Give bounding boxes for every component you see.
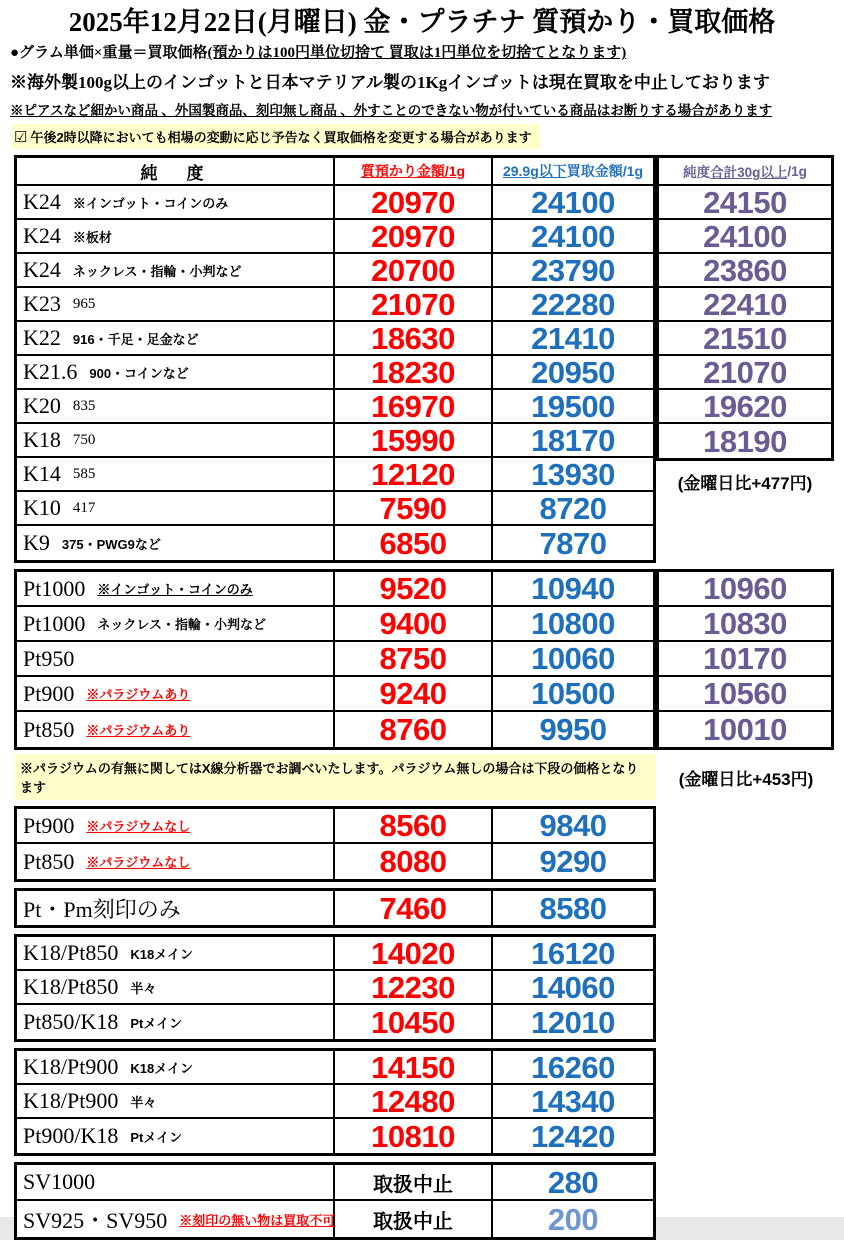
pawn-price: 6850 (379, 525, 447, 561)
buy-cell (493, 1165, 653, 1199)
formula-note-prefix: ●グラム単価×重量＝買取価格 (10, 45, 208, 62)
pawn-price: 20700 (371, 252, 455, 288)
buy-price-under30: 10800 (531, 606, 615, 642)
sv-table (14, 1162, 836, 1240)
pawn-price: 18630 (371, 320, 455, 356)
table-row (17, 809, 653, 844)
purity-cell (17, 458, 335, 490)
buy-price-under30: 24100 (531, 218, 615, 254)
gold-table (14, 155, 836, 563)
over30-cell (659, 424, 831, 458)
buy-cell (493, 458, 653, 490)
buy-price-under30: 9840 (539, 808, 607, 844)
purity-sub-label: 900・コインなど (89, 365, 189, 381)
buy-price-over30: 18190 (703, 423, 787, 459)
pawn-price: 7460 (379, 890, 447, 926)
pawn-cell (335, 971, 493, 1003)
buy-cell (493, 844, 653, 879)
purity-sub-label: ネックレス・指輪・小判など (97, 617, 266, 633)
pawn-cell (335, 1201, 493, 1237)
pawn-cell (335, 891, 493, 925)
buy-cell (493, 1201, 653, 1237)
buy-price-under30: 13930 (531, 456, 615, 492)
pawn-price: 8760 (379, 712, 447, 748)
buy-cell (493, 809, 653, 842)
purity-cell (17, 1201, 335, 1237)
table-row (17, 186, 653, 220)
pawn-cell (335, 390, 493, 422)
purity-cell (17, 492, 335, 524)
purity-label: K9 (23, 530, 50, 556)
buy-cell (493, 1005, 653, 1039)
buy-price-under30: 22280 (531, 286, 615, 322)
ptpm-table (14, 888, 836, 928)
k18pt850-table (14, 934, 836, 1042)
buy-price-under30: 21410 (531, 320, 615, 356)
pawn-cell (335, 1119, 493, 1153)
palladium-check-note: ※パラジウムの有無に関してはX線分析器でお調べいたします。パラジウム無しの場合は下段の価格となります (14, 754, 656, 800)
purity-label: K23 (23, 291, 61, 317)
refusal-note: ※ピアスなど細かい商品 、外国製商品、刻印無し商品 、外すことのできない物が付いている商品はお断りする場合があります (10, 103, 773, 119)
purity-label: K24 (23, 223, 61, 249)
table-row (17, 572, 653, 607)
buy-cell (493, 642, 653, 675)
purity-label: K20 (23, 393, 61, 419)
purity-sub-label: ※パラジウムなし (86, 855, 191, 871)
pawn-cell (335, 1051, 493, 1083)
pawn-cell (335, 526, 493, 560)
pawn-price: 8560 (379, 808, 447, 844)
buy-price-under30: 24100 (531, 184, 615, 220)
buy-price-under30: 12420 (531, 1118, 615, 1154)
pawn-cell (335, 1085, 493, 1117)
purity-sub-label: ※インゴット・コインのみ (72, 195, 229, 211)
purity-sub-label: ネックレス・指輪・小判など (72, 263, 242, 279)
purity-cell (17, 809, 335, 842)
purity-sub-label: Ptメイン (130, 1015, 183, 1031)
purity-cell (17, 971, 335, 1003)
gold-friday-diff-note: (金曜日比+477円) (677, 474, 813, 494)
table-row (17, 424, 653, 458)
pawn-cell (335, 288, 493, 320)
purity-sub-label: 585 (72, 465, 96, 482)
over30-cell (659, 356, 831, 390)
buy-price-under30: 19500 (531, 388, 615, 424)
suspend-label: 取扱中止 (373, 1210, 453, 1233)
purity-label: K18/Pt900 (23, 1088, 119, 1114)
over30-cell (659, 220, 831, 254)
pt-friday-diff-note: (金曜日比+453円) (678, 769, 814, 789)
over30-cell (659, 607, 831, 642)
pawn-cell (335, 424, 493, 456)
buy-price-under30: 20950 (531, 354, 615, 390)
pawn-cell (335, 322, 493, 354)
buy-cell (493, 712, 653, 747)
table-row (17, 356, 653, 390)
price-change-note (12, 124, 540, 149)
buy-price-over30: 10560 (703, 676, 787, 712)
purity-sub-label: 965 (72, 295, 96, 312)
purity-label: Pt900 (23, 812, 75, 838)
purity-label: Pt950 (23, 645, 75, 671)
purity-sub-label: ※パラジウムあり (86, 723, 191, 739)
price-change-note-text: 午後2時以降においても相場の変動に応じ予告なく買取価格を変更する場合があります (30, 130, 532, 146)
purity-label: Pt1000 (23, 610, 86, 636)
buy-price-under30: 16120 (531, 935, 615, 971)
buy-price-under30: 10500 (531, 676, 615, 712)
purity-label: K24 (23, 257, 61, 283)
table-row (17, 1005, 653, 1039)
purity-label: K14 (23, 461, 61, 487)
purity-label: K18/Pt900 (23, 1054, 119, 1080)
buy-cell (493, 971, 653, 1003)
table-header-row (17, 158, 653, 186)
over30-cell (659, 642, 831, 677)
purity-cell (17, 642, 335, 675)
purity-cell (17, 572, 335, 605)
buy-price-under30: 18170 (531, 422, 615, 458)
table-row (17, 288, 653, 322)
purity-label: K10 (23, 495, 61, 521)
purity-cell (17, 322, 335, 354)
buy-price-over30: 24150 (703, 184, 787, 220)
purity-sub-label: 半々 (130, 1094, 157, 1110)
formula-note (10, 41, 844, 62)
buy-price-over30: 21070 (703, 354, 787, 390)
buy-price-over30: 23860 (703, 252, 787, 288)
buy-price-over30: 21510 (703, 320, 787, 356)
pawn-cell (335, 809, 493, 842)
purity-sub-label: 916・千足・足金など (72, 331, 199, 347)
pawn-price: 7590 (379, 490, 447, 526)
buy-cell (493, 607, 653, 640)
overseas-ingot-note: ※海外製100g以上のインゴットと日本マテリアル製の1Kgインゴットは現在買取を中止しております (10, 73, 770, 93)
pawn-price: 14150 (371, 1049, 455, 1085)
buy-price-under30: 10060 (531, 641, 615, 677)
pt-nopalladium-table (14, 806, 836, 882)
purity-cell (17, 712, 335, 747)
purity-cell (17, 1085, 335, 1117)
purity-label: K18/Pt850 (23, 940, 119, 966)
column-header-pawn: 質預かり金額/1g (335, 158, 493, 184)
pawn-cell (335, 642, 493, 675)
buy-cell (493, 572, 653, 605)
pawn-price: 12120 (371, 456, 455, 492)
pawn-price: 12480 (371, 1083, 455, 1119)
buy-cell (493, 288, 653, 320)
over30-cell (659, 288, 831, 322)
table-row (17, 844, 653, 879)
column-header-over30: 純度 合計30g以上 /1g (659, 158, 831, 186)
pawn-cell (335, 254, 493, 286)
table-row (17, 712, 653, 747)
buy-cell (493, 891, 653, 925)
over30-cell (659, 677, 831, 712)
purity-sub-label: ※板材 (72, 229, 112, 245)
table-row (17, 971, 653, 1005)
pt-over30-column (656, 569, 834, 750)
pawn-price: 8080 (379, 844, 447, 880)
buy-price-under30: 8580 (539, 890, 607, 926)
pawn-cell (335, 712, 493, 747)
pawn-price: 21070 (371, 286, 455, 322)
buy-cell (493, 220, 653, 252)
purity-label: SV1000 (23, 1169, 96, 1195)
purity-sub-label: ※刻印の無い物は買取不可 (179, 1212, 336, 1228)
buy-cell (493, 1085, 653, 1117)
pawn-price: 10810 (371, 1118, 455, 1154)
purity-cell (17, 891, 335, 925)
table-row (17, 458, 653, 492)
pt-table (14, 569, 836, 750)
pawn-cell (335, 677, 493, 710)
buy-price-under30: 7870 (539, 525, 607, 561)
purity-label: K24 (23, 189, 61, 215)
purity-sub-label: ※パラジウムあり (86, 687, 191, 703)
over30-cell (659, 712, 831, 747)
pawn-price: 9240 (379, 676, 447, 712)
pawn-cell (335, 356, 493, 388)
pawn-price: 12230 (371, 969, 455, 1005)
buy-price-over30: 10830 (703, 606, 787, 642)
table-row (17, 526, 653, 560)
purity-cell (17, 424, 335, 456)
pawn-cell (335, 220, 493, 252)
buy-cell (493, 492, 653, 524)
purity-label: K22 (23, 325, 61, 351)
buy-cell (493, 356, 653, 388)
purity-cell (17, 1165, 335, 1199)
buy-cell (493, 390, 653, 422)
gold-over30-column (656, 155, 834, 461)
pawn-price: 15990 (371, 422, 455, 458)
purity-sub-label: K18メイン (130, 946, 193, 962)
pawn-price: 14020 (371, 935, 455, 971)
buy-cell (493, 1051, 653, 1083)
purity-cell (17, 1005, 335, 1039)
purity-label: K18/Pt850 (23, 974, 119, 1000)
purity-cell (17, 356, 335, 388)
buy-price-under30: 16260 (531, 1049, 615, 1085)
buy-price-over30: 24100 (703, 218, 787, 254)
table-row (17, 220, 653, 254)
purity-label: Pt900/K18 (23, 1123, 119, 1149)
table-row (17, 607, 653, 642)
buy-cell (493, 254, 653, 286)
purity-label: Pt850 (23, 848, 75, 874)
purity-cell (17, 254, 335, 286)
purity-sub-label: 375・PWG9など (61, 536, 161, 552)
table-row (17, 492, 653, 526)
pawn-price: 8750 (379, 641, 447, 677)
buy-cell (493, 424, 653, 456)
buy-price-under30: 14060 (531, 969, 615, 1005)
purity-label: Pt850/K18 (23, 1009, 119, 1035)
pawn-price: 20970 (371, 218, 455, 254)
pawn-price: 20970 (371, 184, 455, 220)
buy-price-under30: 200 (547, 1201, 599, 1237)
buy-cell (493, 677, 653, 710)
buy-cell (493, 322, 653, 354)
purity-sub-label: 半々 (130, 980, 157, 996)
purity-label: Pt850 (23, 716, 75, 742)
buy-price-under30: 9950 (539, 712, 607, 748)
buy-price-under30: 8720 (539, 490, 607, 526)
buy-price-over30: 22410 (703, 286, 787, 322)
pawn-cell (335, 458, 493, 490)
pawn-cell (335, 937, 493, 969)
over30-cell (659, 186, 831, 220)
purity-cell (17, 1051, 335, 1083)
table-row (17, 1201, 653, 1237)
buy-cell (493, 526, 653, 560)
purity-cell (17, 288, 335, 320)
buy-price-under30: 10940 (531, 571, 615, 607)
purity-label: SV925・SV950 (23, 1207, 168, 1233)
table-row (17, 891, 653, 925)
pawn-price: 16970 (371, 388, 455, 424)
buy-price-under30: 12010 (531, 1004, 615, 1040)
table-row (17, 1085, 653, 1119)
purity-cell (17, 186, 335, 218)
table-row (17, 1051, 653, 1085)
purity-label: Pt・Pm刻印のみ (23, 896, 181, 922)
suspend-label: 取扱中止 (373, 1173, 453, 1196)
purity-label: K18 (23, 427, 61, 453)
purity-cell (17, 220, 335, 252)
over30-cell (659, 572, 831, 607)
purity-sub-label: 750 (72, 431, 96, 448)
buy-price-under30: 23790 (531, 252, 615, 288)
pawn-cell (335, 1165, 493, 1199)
pawn-cell (335, 186, 493, 218)
purity-sub-label: Ptメイン (130, 1129, 183, 1145)
buy-cell (493, 186, 653, 218)
table-row (17, 677, 653, 712)
pawn-price: 18230 (371, 354, 455, 390)
purity-label: Pt900 (23, 680, 75, 706)
buy-cell (493, 937, 653, 969)
purity-cell (17, 937, 335, 969)
purity-sub-label: 417 (72, 499, 96, 516)
purity-cell (17, 390, 335, 422)
over30-cell (659, 390, 831, 424)
k18pt900-table (14, 1048, 836, 1156)
table-row (17, 1165, 653, 1201)
pawn-cell (335, 492, 493, 524)
purity-cell (17, 607, 335, 640)
formula-note-underlined: (預かりは100円単位切捨て 買取は1円単位を切捨てとなります) (207, 45, 627, 62)
purity-label: Pt1000 (23, 575, 86, 601)
pawn-cell (335, 572, 493, 605)
table-row (17, 254, 653, 288)
buy-price-over30: 10170 (703, 641, 787, 677)
table-row (17, 937, 653, 971)
pawn-cell (335, 1005, 493, 1039)
purity-sub-label: K18メイン (130, 1060, 193, 1076)
checkbox-icon: ☑ (14, 129, 28, 147)
purity-cell (17, 844, 335, 879)
purity-cell (17, 1119, 335, 1153)
buy-price-under30: 14340 (531, 1083, 615, 1119)
pawn-price: 10450 (371, 1004, 455, 1040)
over30-cell (659, 254, 831, 288)
table-row (17, 390, 653, 424)
pawn-price: 9520 (379, 571, 447, 607)
buy-price-under30: 280 (547, 1164, 599, 1200)
pawn-price: 9400 (379, 606, 447, 642)
column-header-purity: 純 度 (17, 158, 335, 184)
table-row (17, 322, 653, 356)
pawn-cell (335, 844, 493, 879)
purity-label: K21.6 (23, 359, 78, 385)
table-row (17, 1119, 653, 1153)
buy-price-under30: 9290 (539, 844, 607, 880)
buy-cell (493, 1119, 653, 1153)
purity-cell (17, 677, 335, 710)
purity-sub-label: ※インゴット・コインのみ (97, 582, 253, 598)
buy-price-over30: 19620 (703, 388, 787, 424)
purity-sub-label: ※パラジウムなし (86, 819, 191, 835)
purity-sub-label: 835 (72, 397, 96, 414)
table-row (17, 642, 653, 677)
over30-cell (659, 322, 831, 356)
column-header-under30: 29.9g以下 買取金額/1g (502, 163, 644, 180)
buy-price-over30: 10960 (703, 571, 787, 607)
purity-cell (17, 526, 335, 560)
pawn-cell (335, 607, 493, 640)
page-title: 2025年12月22日(月曜日) 金・プラチナ 質預かり・買取価格 (68, 7, 776, 37)
buy-price-over30: 10010 (703, 712, 787, 748)
